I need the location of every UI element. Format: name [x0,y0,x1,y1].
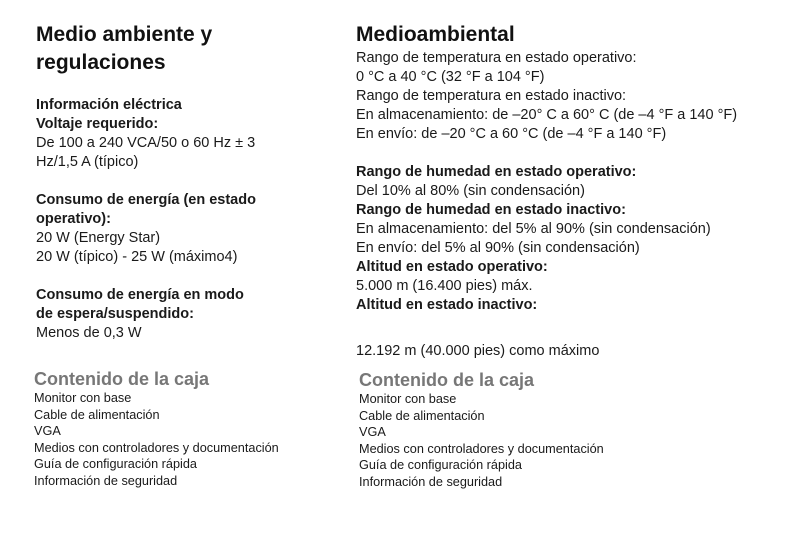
list-item: Guía de configuración rápida [359,458,522,472]
temp-operating-value: 0 °C a 40 °C (32 °F a 104 °F) [356,69,545,85]
list-item: Cable de alimentación [359,408,485,423]
power-operating-value1: 20 W (Energy Star) [36,230,161,246]
environment-regulations-heading-line2: regulaciones [36,51,166,74]
list-item: VGA [34,424,61,438]
altitude-inactive-value: 12.192 m (40.000 pies) como máximo [356,343,600,359]
power-standby-label-line2: de espera/suspendido: [36,306,194,322]
humidity-operating-value: Del 10% al 80% (sin condensación) [356,183,585,199]
electric-info-block [36,96,336,343]
list-item: Información de seguridad [34,473,178,488]
altitude-inactive-label: Altitud en estado inactivo: [356,297,538,313]
list-item: Monitor con base [359,392,457,406]
voltage-value-line1: De 100 a 240 VCA/50 o 60 Hz ± 3 [36,135,256,151]
list-item: Cable de alimentación [34,407,160,422]
temp-operating-label: Rango de temperatura en estado operativo: [356,50,637,66]
voltage-value-line2: Hz/1,5 A (típico) [36,154,139,170]
temp-storage-value: En almacenamiento: de –20° C a 60° C (de –4 °F a 140 °F) [356,107,738,123]
list-item: Guía de configuración rápida [34,457,197,471]
humidity-shipping-value: En envío: del 5% al 90% (sin condensación) [356,240,640,256]
power-operating-label-line2: operativo): [36,211,111,227]
humidity-inactive-label: Rango de humedad en estado inactivo: [356,202,626,218]
power-operating-label-line1: Consumo de energía (en estado [36,192,256,208]
voltage-label: Voltaje requerido: [36,116,159,132]
power-operating-value2: 20 W (típico) - 25 W (máximo4) [36,249,238,265]
environmental-heading: Medioambiental [356,23,515,46]
list-item: Medios con controladores y documentación [359,441,604,456]
left-column [36,21,336,343]
electric-info-title: Información eléctrica [36,97,182,113]
environment-regulations-heading-line1: Medio ambiente y [36,23,213,46]
power-standby-value: Menos de 0,3 W [36,325,142,341]
right-column [356,21,796,361]
list-item: Información de seguridad [359,474,503,489]
box-contents-title: Contenido de la caja [34,369,210,389]
temp-inactive-label: Rango de temperatura en estado inactivo: [356,88,627,104]
box-contents-right [359,369,659,490]
power-standby-label-line1: Consumo de energía en modo [36,287,244,303]
altitude-operating-value: 5.000 m (16.400 pies) máx. [356,278,533,294]
list-item: Monitor con base [34,391,132,405]
box-contents-left [34,368,334,489]
altitude-operating-label: Altitud en estado operativo: [356,259,548,275]
list-item: Medios con controladores y documentación [34,440,279,455]
environmental-block [356,49,796,361]
humidity-storage-value: En almacenamiento: del 5% al 90% (sin condensación) [356,221,711,237]
list-item: VGA [359,425,386,439]
humidity-operating-label: Rango de humedad en estado operativo: [356,164,637,180]
temp-shipping-value: En envío: de –20 °C a 60 °C (de –4 °F a 140 °F) [356,126,667,142]
box-contents-title: Contenido de la caja [359,370,535,390]
